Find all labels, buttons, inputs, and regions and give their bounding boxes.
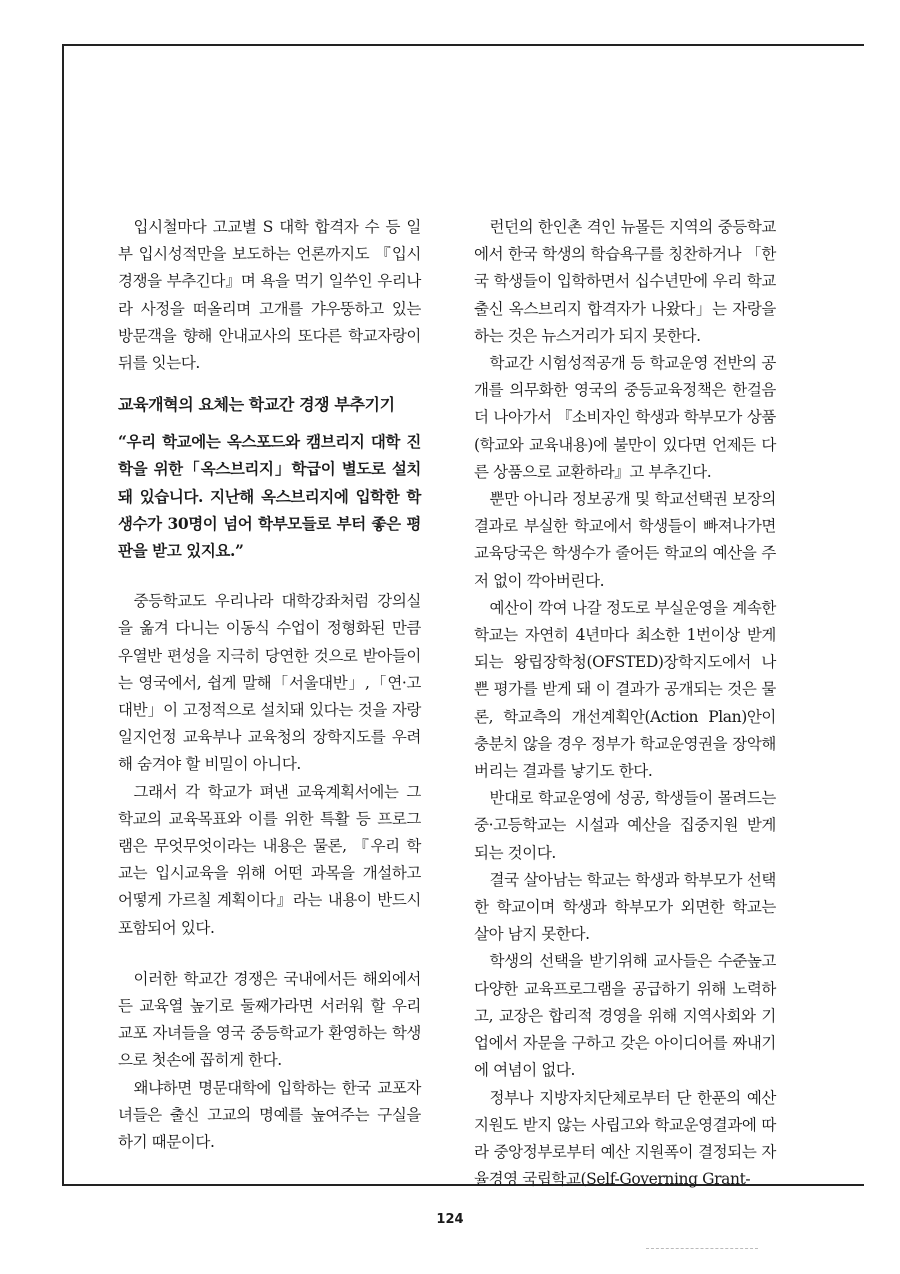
paragraph: 반대로 학교운영에 성공, 학생들이 몰려드는 중·고등학교는 시설과 예산을 집중지원 받게 되는 것이다. [474,789,776,862]
scan-artifact-line [646,1248,758,1249]
paragraph: 예산이 깍여 나갈 정도로 부실운영을 계속한 학교는 자연히 4년마다 최소한 1번이상 받게 되는 왕립장학청(OFSTED)장학지도에서 나쁜 평가를 받게 돼 이 결과가 공개되는 것은 물론, 학교측의 개선계획안(Action Plan)안이 충분치 않을 경우 정부가 학교운영권을 장악해 버리는 결과를 낳기도 한다. [474,598,776,781]
page-number: 124 [436,1212,464,1227]
paragraph: 학교간 시험성적공개 등 학교운영 전반의 공개를 의무화한 영국의 중등교육정책은 한걸음 더 나아가서 『소비자인 학생과 학부모가 상품(학교와 교육내용)에 불만이 있다면 언제든 다른 상품으로 교환하라』고 부추긴다. [474,354,776,481]
paragraph: 정부나 지방자치단체로부터 단 한푼의 예산지원도 받지 않는 사립고와 학교운영결과에 따라 중앙정부로부터 예산 지원폭이 결정되는 자율경영 국립학교(Self-Governing Grant- [474,1088,776,1189]
paragraph: 입시철마다 고교별 S 대학 합격자 수 등 일부 입시성적만을 보도하는 언론까지도 『입시경쟁을 부추긴다』며 욕을 먹기 일쑤인 우리나라 사정을 떠올리며 고개를 갸우뚱하고 있는 방문객을 향해 안내교사의 또다른 학교자랑이 뒤를 잇는다. [118,218,421,373]
paragraph: 결국 살아남는 학교는 학생과 학부모가 선택한 학교이며 학생과 학부모가 외면한 학교는 살아 남지 못한다. [474,870,776,944]
right-column [474,214,776,1193]
paragraph: 그래서 각 학교가 펴낸 교육계획서에는 그 학교의 교육목표와 이를 위한 특활 등 프로그램은 무엇무엇이라는 내용은 물론, 『우리 학교는 입시교육을 위해 어떤 과목을 개설하고 어떻게 가르칠 계획이다』라는 내용이 반드시 포함되어 있다. [118,782,421,937]
paragraph: 중등학교도 우리나라 대학강좌처럼 강의실을 옮겨 다니는 이동식 수업이 정형화된 만큼 우열반 편성을 지극히 당연한 것으로 받아들이는 영국에서, 쉽게 말해「서울대반」,「연·고대반」이 고정적으로 설치돼 있다는 것을 자랑일지언정 교육부나 교육청의 장학지도를 우려해 숨겨야 할 비밀이 아니다. [118,592,421,774]
paragraph: 학생의 선택을 받기위해 교사들은 수준높고 다양한 교육프로그램을 공급하기 위해 노력하고, 교장은 합리적 경영을 위해 지역사회와 기업에서 자문을 구하고 갖은 아이디어를 짜내기에 여념이 없다. [474,952,776,1080]
left-column [118,214,421,1156]
section-heading: 교육개혁의 요체는 학교간 경쟁 부추기기 [118,395,395,415]
paragraph: 이러한 학교간 경쟁은 국내에서든 해외에서든 교육열 높기로 둘째가라면 서러워 할 우리 교포 자녀들을 영국 중등학교가 환영하는 학생으로 첫손에 꼽히게 한다. [118,969,421,1070]
quote: “우리 학교에는 옥스포드와 캠브리지 대학 진학을 위한「옥스브리지」학급이 별도로 설치돼 있습니다. 지난해 옥스브리지에 입학한 학생수가 30명이 넘어 학부모들로 부터 좋은 평판을 받고 있지요.” [118,432,421,561]
paragraph: 뿐만 아니라 정보공개 및 학교선택권 보장의 결과로 부실한 학교에서 학생들이 빠져나가면 교육당국은 학생수가 줄어든 학교의 예산을 주저 없이 깍아버린다. [474,490,776,590]
paragraph: 왜냐하면 명문대학에 입학하는 한국 교포자녀들은 출신 고교의 명예를 높여주는 구실을 하기 때문이다. [118,1078,421,1152]
paragraph: 런던의 한인촌 격인 뉴몰든 지역의 중등학교에서 한국 학생의 학습욕구를 칭찬하거나 「한국 학생들이 입학하면서 십수년만에 우리 학교 출신 옥스브리지 합격자가 나왔다」는 자랑을 하는 것은 뉴스거리가 되지 못한다. [474,218,776,345]
